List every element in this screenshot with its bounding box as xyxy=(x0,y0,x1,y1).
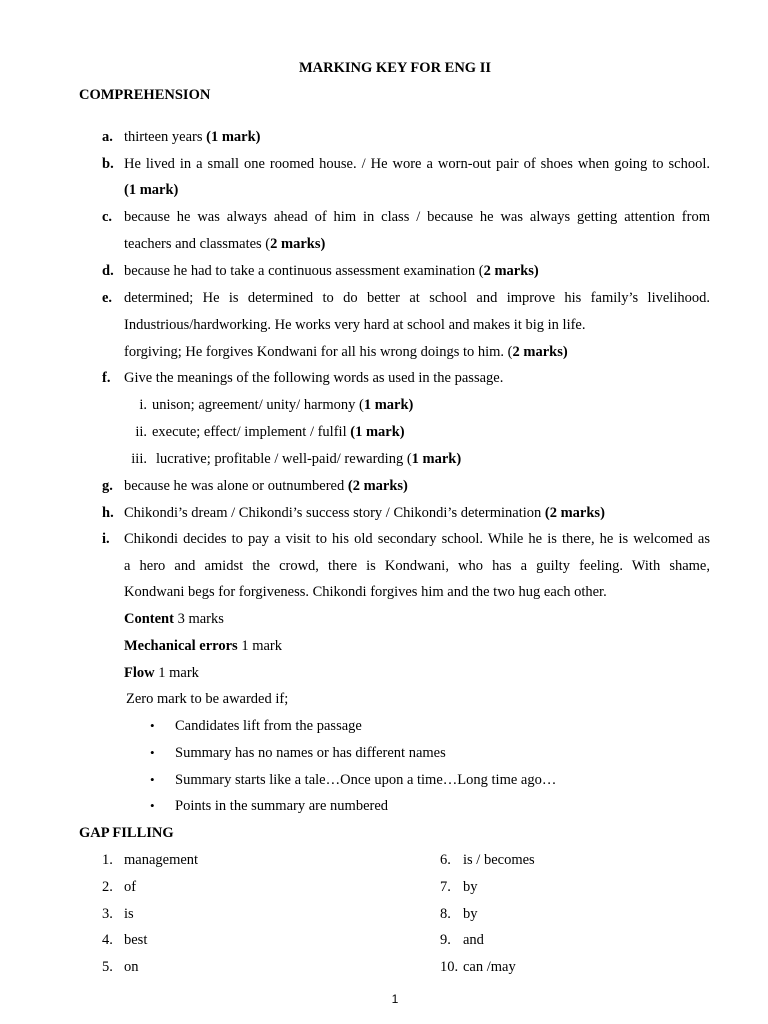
summary-line-1: Chikondi decides to pay a visit to his old secondary school. While he is there, he is welcomed as xyxy=(124,531,710,547)
answer-g: because he was alone or outnumbered (2 marks) xyxy=(124,478,408,494)
item-label-i: i. xyxy=(102,531,110,547)
answer-b-line-1: He lived in a small one roomed house. / He wore a worn-out pair of shoes when going to school. xyxy=(124,156,710,172)
sub-answer-iii: lucrative; profitable / well-paid/ rewarding (1 mark) xyxy=(156,451,462,467)
gap-answer: is / becomes xyxy=(463,852,535,868)
item-label-c: c. xyxy=(102,209,113,225)
gap-answer: of xyxy=(124,879,137,895)
question-f: Give the meanings of the following words as used in the passage. xyxy=(124,370,504,386)
zero-mark-condition: Summary starts like a tale…Once upon a time…Long time ago… xyxy=(175,772,557,788)
item-label-d: d. xyxy=(102,263,114,279)
scoring-mechanical-errors: Mechanical errors 1 mark xyxy=(124,638,282,654)
page-number: 1 xyxy=(391,992,399,1006)
item-label-f: f. xyxy=(102,370,111,386)
section-heading-comprehension: COMPREHENSION xyxy=(79,87,211,103)
section-heading-gap-filling: GAP FILLING xyxy=(79,825,174,841)
gap-num: 4. xyxy=(102,932,113,948)
item-label-a: a. xyxy=(102,129,113,145)
zero-mark-condition: Summary has no names or has different names xyxy=(175,745,446,761)
gap-num: 10. xyxy=(440,959,459,975)
gap-answer: by xyxy=(463,879,478,895)
answer-c-line-1: because he was always ahead of him in class / because he was always getting attention from xyxy=(124,209,710,225)
zero-mark-intro: Zero mark to be awarded if; xyxy=(126,691,289,707)
gap-num: 5. xyxy=(102,959,113,975)
bullet-icon: • xyxy=(150,798,155,813)
gap-answer: can /may xyxy=(463,959,516,975)
bullet-icon: • xyxy=(150,745,155,760)
page-title: MARKING KEY FOR ENG II xyxy=(299,60,491,76)
zero-mark-condition: Candidates lift from the passage xyxy=(175,718,362,734)
gap-num: 6. xyxy=(440,852,451,868)
sub-answer-ii: execute; effect/ implement / fulfil (1 mark) xyxy=(152,424,405,440)
gap-answer: on xyxy=(124,959,139,975)
answer-c-line-2: teachers and classmates (2 marks) xyxy=(124,236,326,252)
item-label-h: h. xyxy=(102,505,114,521)
summary-line-2: a hero and amidst the crowd, there is Kondwani, who has a guilty feeling. With shame, xyxy=(124,558,710,574)
answer-b-line-2: (1 mark) xyxy=(124,182,179,198)
zero-mark-condition: Points in the summary are numbered xyxy=(175,798,389,814)
answer-a: thirteen years (1 mark) xyxy=(124,129,261,145)
gap-num: 7. xyxy=(440,879,451,895)
sub-item-num-ii: ii. xyxy=(135,424,147,440)
gap-num: 9. xyxy=(440,932,451,948)
scoring-content: Content 3 marks xyxy=(124,611,224,627)
summary-line-3: Kondwani begs for forgiveness. Chikondi forgives him and the two hug each other. xyxy=(124,584,607,600)
item-label-g: g. xyxy=(102,478,113,494)
gap-answer: best xyxy=(124,932,148,948)
answer-e-line-2: Industrious/hardworking. He works very hard at school and makes it big in life. xyxy=(124,317,586,333)
item-label-b: b. xyxy=(102,156,114,172)
gap-answer: is xyxy=(124,906,134,922)
item-label-e: e. xyxy=(102,290,113,306)
gap-answer: by xyxy=(463,906,478,922)
answer-e-line-1: determined; He is determined to do better at school and improve his family’s livelihood. xyxy=(124,290,710,306)
gap-num: 1. xyxy=(102,852,113,868)
answer-h: Chikondi’s dream / Chikondi’s success story / Chikondi’s determination (2 marks) xyxy=(124,505,605,521)
gap-num: 2. xyxy=(102,879,113,895)
gap-answer: management xyxy=(124,852,199,868)
gap-num: 8. xyxy=(440,906,451,922)
bullet-icon: • xyxy=(150,772,155,787)
scoring-flow: Flow 1 mark xyxy=(124,665,199,681)
bullet-icon: • xyxy=(150,718,155,733)
answer-e-line-3: forgiving; He forgives Kondwani for all his wrong doings to him. (2 marks) xyxy=(124,344,568,360)
sub-item-num-i: i. xyxy=(139,397,147,413)
gap-answer: and xyxy=(463,932,484,948)
answer-d: because he had to take a continuous assessment examination (2 marks) xyxy=(124,263,539,279)
gap-num: 3. xyxy=(102,906,113,922)
sub-item-num-iii: iii. xyxy=(131,451,147,467)
sub-answer-i: unison; agreement/ unity/ harmony (1 mark) xyxy=(152,397,414,413)
